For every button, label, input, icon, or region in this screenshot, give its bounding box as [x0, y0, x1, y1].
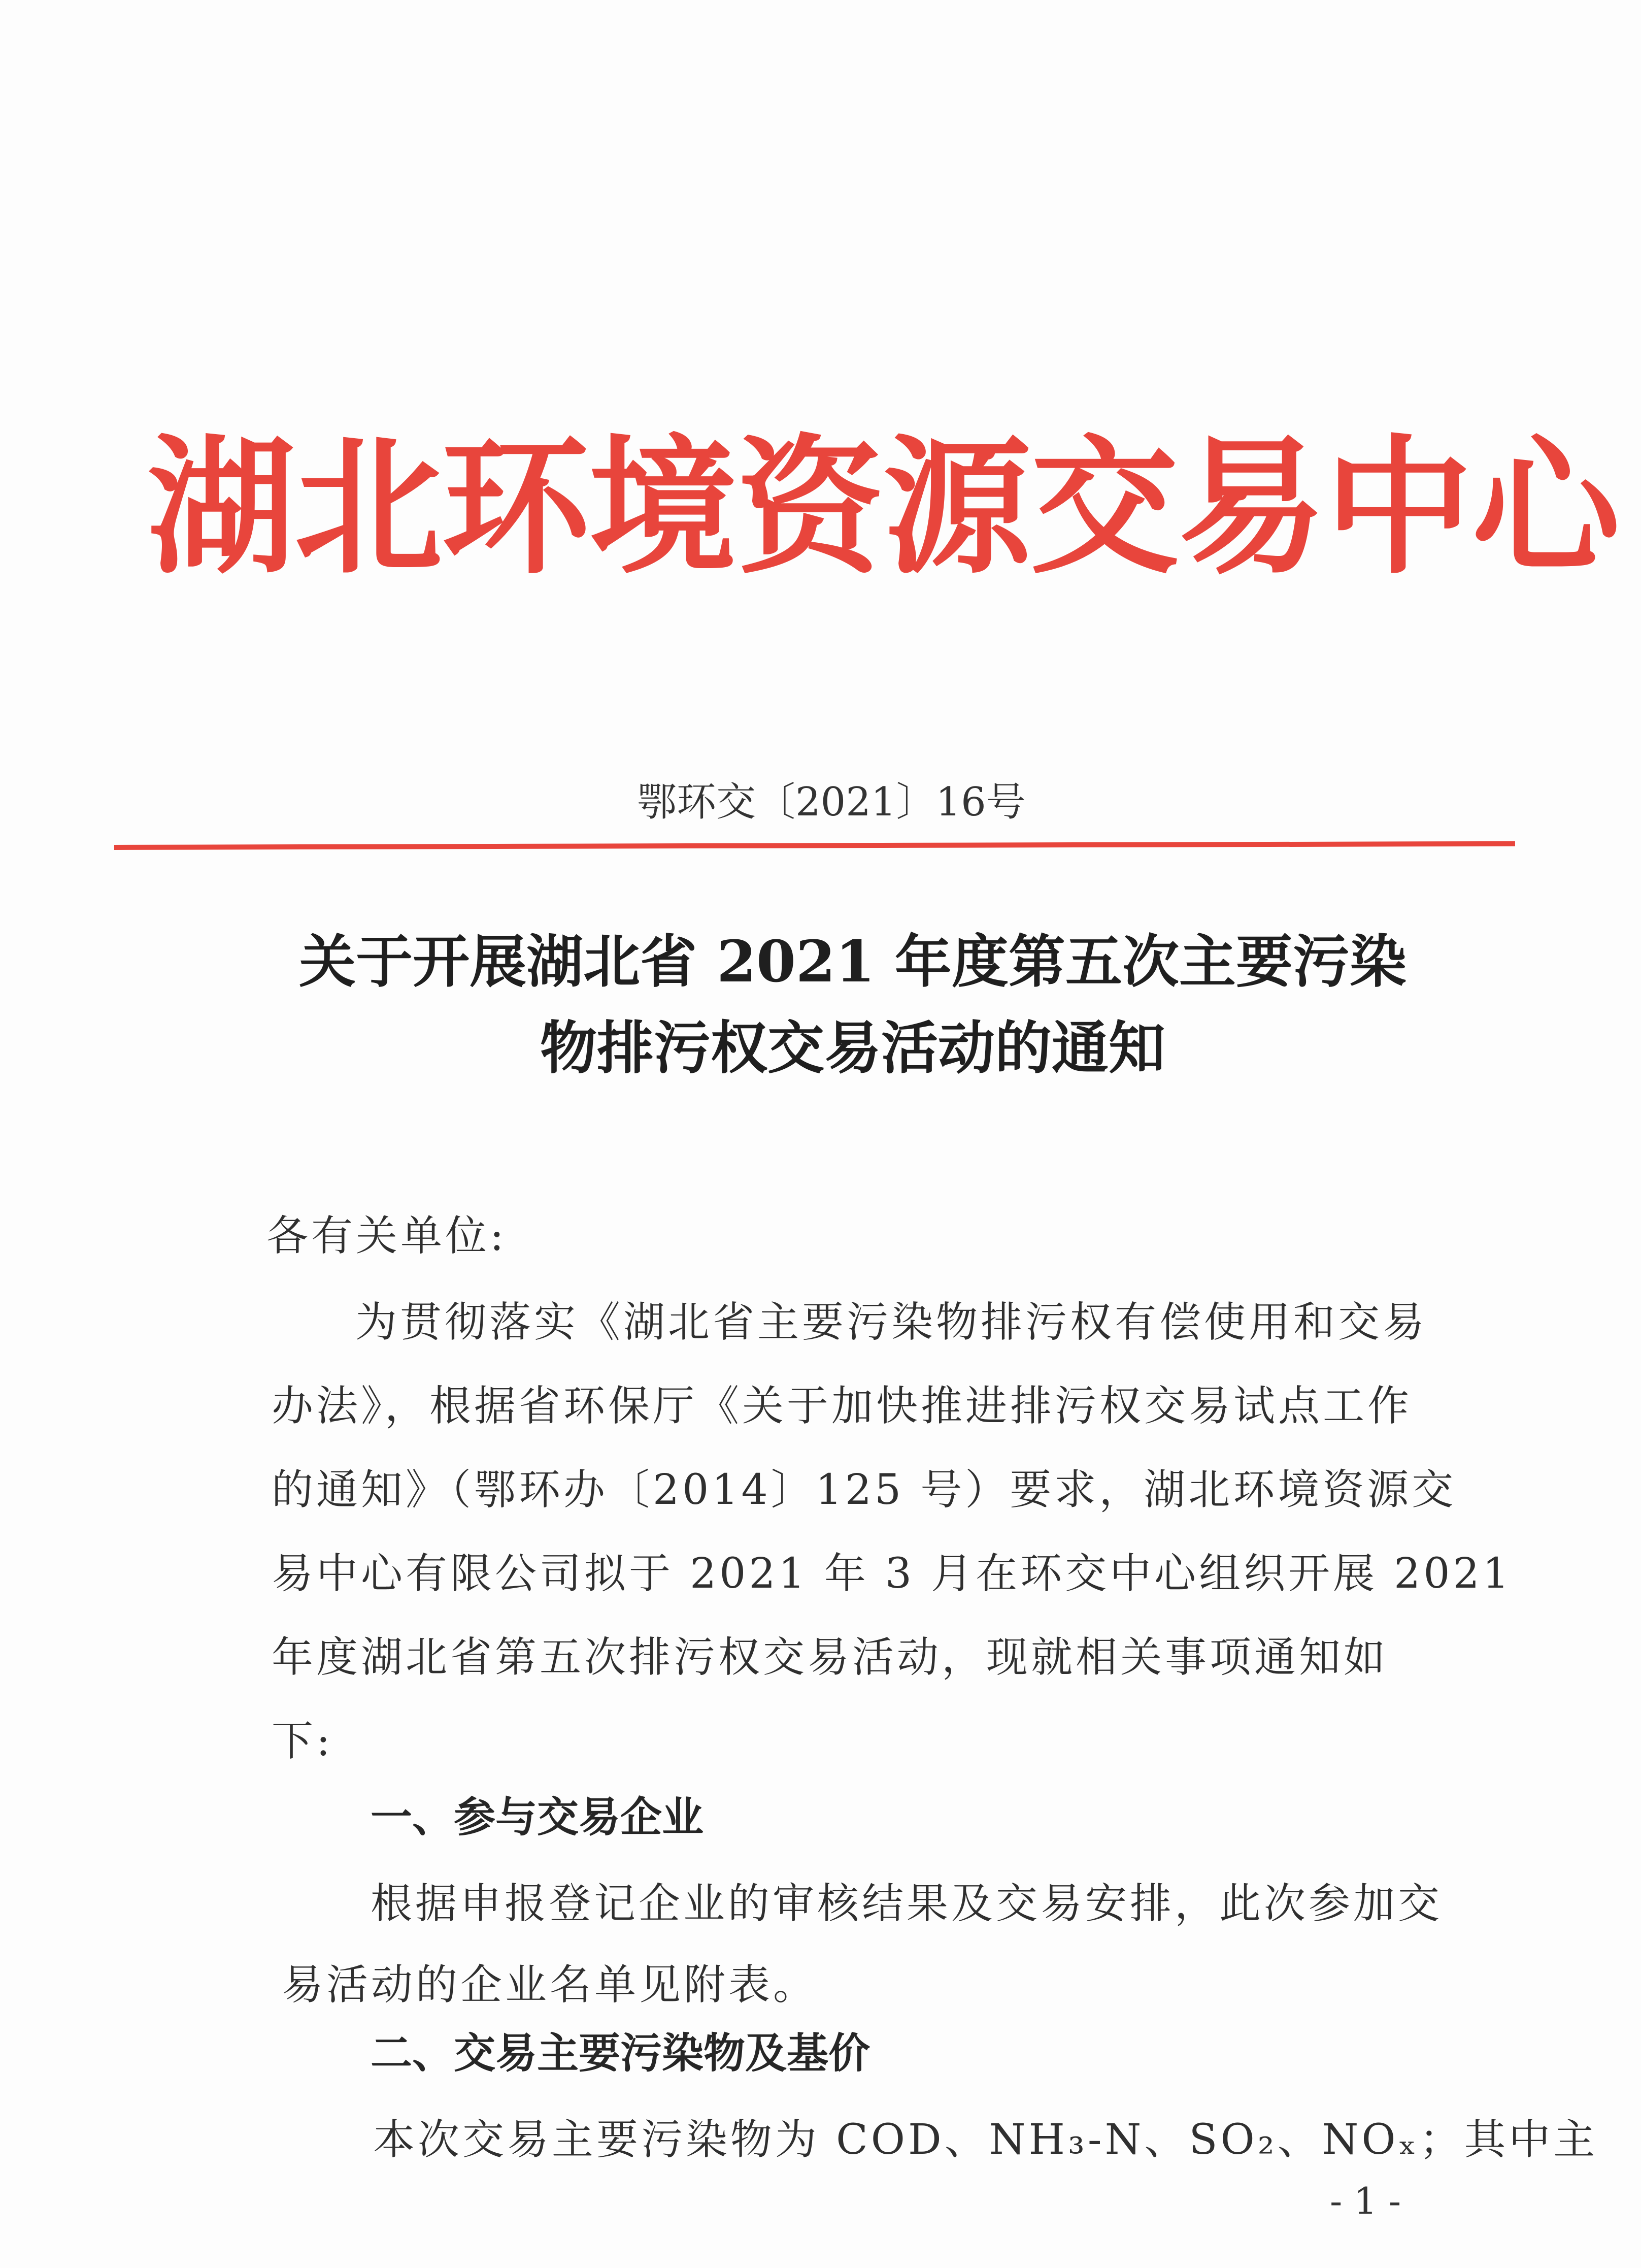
- section-2-heading: 二、交易主要污染物及基价: [371, 2029, 870, 2078]
- notice-title-line-1: 关于开展湖北省 2021 年度第五次主要污染: [299, 929, 1406, 995]
- section-1-heading: 一、参与交易企业: [371, 1793, 704, 1842]
- document-number: 鄂环交〔2021〕16号: [637, 779, 1026, 825]
- intro-line-4: 易中心有限公司拟于 2021 年 3 月在环交中心组织开展 2021: [272, 1550, 1512, 1598]
- section-1-line-1: 根据申报登记企业的审核结果及交易安排，此次参加交: [371, 1880, 1443, 1928]
- salutation: 各有关单位:: [266, 1212, 507, 1260]
- section-2-line-1: 本次交易主要污染物为 COD、NH₃-N、SO₂、NOₓ；其中主: [373, 2116, 1598, 2164]
- red-divider-line: [114, 841, 1515, 850]
- organization-title: 湖北环境资源交易中心: [147, 421, 1619, 594]
- intro-line-6: 下:: [272, 1717, 333, 1765]
- notice-title-line-2: 物排污权交易活动的通知: [540, 1015, 1165, 1081]
- intro-line-3: 的通知》（鄂环办〔2014〕125 号）要求，湖北环境资源交: [272, 1466, 1457, 1514]
- section-1-line-2: 易活动的企业名单见附表。: [282, 1961, 818, 2009]
- intro-line-2: 办法》，根据省环保厅《关于加快推进排污权交易试点工作: [272, 1382, 1413, 1430]
- intro-line-1: 为贯彻落实《湖北省主要污染物排污权有偿使用和交易: [355, 1298, 1428, 1346]
- notice-title: [244, 919, 1462, 1092]
- page-number: - 1 -: [1330, 2180, 1401, 2222]
- intro-line-5: 年度湖北省第五次排污权交易活动，现就相关事项通知如: [272, 1633, 1389, 1682]
